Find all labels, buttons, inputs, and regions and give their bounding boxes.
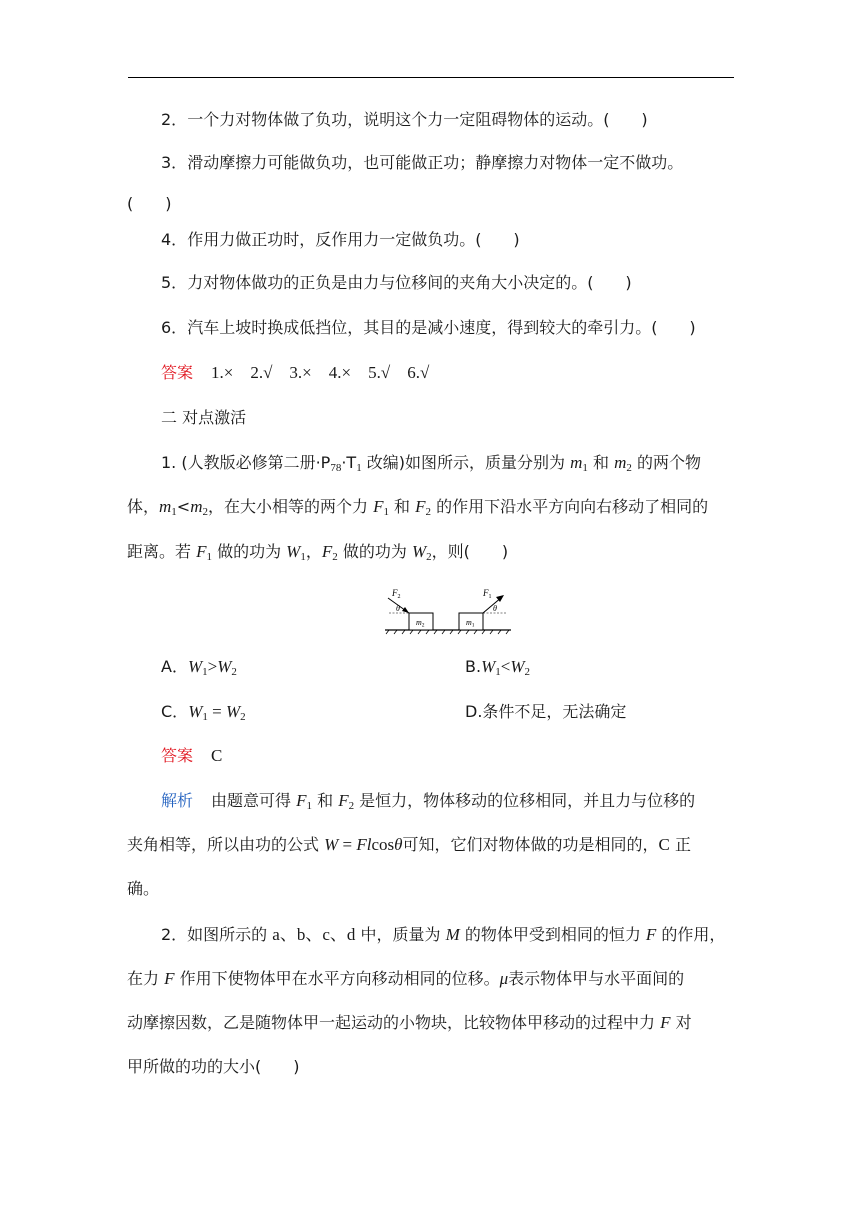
- option-d: D.条件不足，无法确定: [465, 702, 627, 721]
- q1-line-2: 体，$m_1<m_2$，在大小相等的两个力 $F_1$ 和 $F_2$ 的作用下沿水平方向向右移动了相同的: [127, 497, 709, 518]
- answer-label: 答案: [161, 746, 194, 765]
- header-rule: [128, 77, 734, 78]
- q2-line-2: 在力 F 作用下使物体甲在水平方向移动相同的位移。μ表示物体甲与水平面间的: [127, 969, 685, 988]
- q2-line-1: 2．如图所示的 a、b、c、d 中，质量为 M 的物体甲受到相同的恒力 F 的作用，: [161, 925, 726, 944]
- statement-5: 5．力对物体做功的正负是由力与位移间的夹角大小决定的。( ): [161, 273, 632, 292]
- section-title: 二 对点激活: [161, 408, 247, 427]
- option-b: $B.W_1<W_2$: [465, 657, 530, 678]
- answer-line-1: 答案 1.× 2.√ 3.× 4.× 5.√ 6.√: [161, 363, 430, 382]
- statement-4: 4．作用力做正功时，反作用力一定做负功。( ): [161, 230, 520, 249]
- option-a: A．$W_1>W_2$: [161, 657, 237, 678]
- arrow-head-f2: [402, 607, 409, 613]
- statement-2: 2．一个力对物体做了负功，说明这个力一定阻碍物体的运动。( ): [161, 110, 648, 129]
- svg-text:m1: m1: [466, 618, 475, 629]
- q1-line-3: 距离。若 $F_1$ 做的功为 $W_1$，$F_2$ 做的功为 $W_2$，则( ): [127, 542, 509, 563]
- analysis-line-3: 确。: [127, 879, 160, 898]
- analysis-line-2: 夹角相等，所以由功的公式 W = Flcosθ可知，它们对物体做的功是相同的，C 正: [127, 835, 691, 854]
- option-c: C．$W_1 = W_2$: [161, 702, 246, 723]
- statement-6: 6．汽车上坡时换成低挡位，其目的是减小速度，得到较大的牵引力。( ): [161, 318, 696, 337]
- q2-line-4: 甲所做的功的大小( ): [127, 1057, 300, 1076]
- q2-line-3: 动摩擦因数，乙是随物体甲一起运动的小物块，比较物体甲移动的过程中力 F 对: [127, 1013, 692, 1032]
- svg-text:F1: $F_1$: [483, 588, 492, 600]
- statement-3: 3．滑动摩擦力可能做负功，也可能做正功；静摩擦力对物体一定不做功。: [161, 153, 684, 172]
- q1-line-1: 1. (人教版必修第二册$\cdot P_{78}\cdot T_1$ 改编)如图所示，质量分别为 $m_1$ 和 $m_2$ 的两个物: [161, 453, 701, 474]
- analysis-label: 解析: [161, 791, 194, 810]
- answer-label: 答案: [161, 363, 194, 382]
- analysis-line-1: 解析 由题意可得 $F_1$ 和 $F_2$ 是恒力，物体移动的位移相同，并且力与位移的: [161, 791, 696, 812]
- answer-line-2: 答案 C: [161, 746, 223, 765]
- svg-text:θ: θ: [493, 604, 497, 613]
- svg-text:θ: θ: [396, 604, 400, 613]
- statement-3-bracket: ( ): [127, 194, 172, 213]
- svg-text:m2: m2: [416, 618, 425, 629]
- force-diagram: [383, 584, 515, 636]
- svg-text:F2: $F_2$: [392, 588, 401, 600]
